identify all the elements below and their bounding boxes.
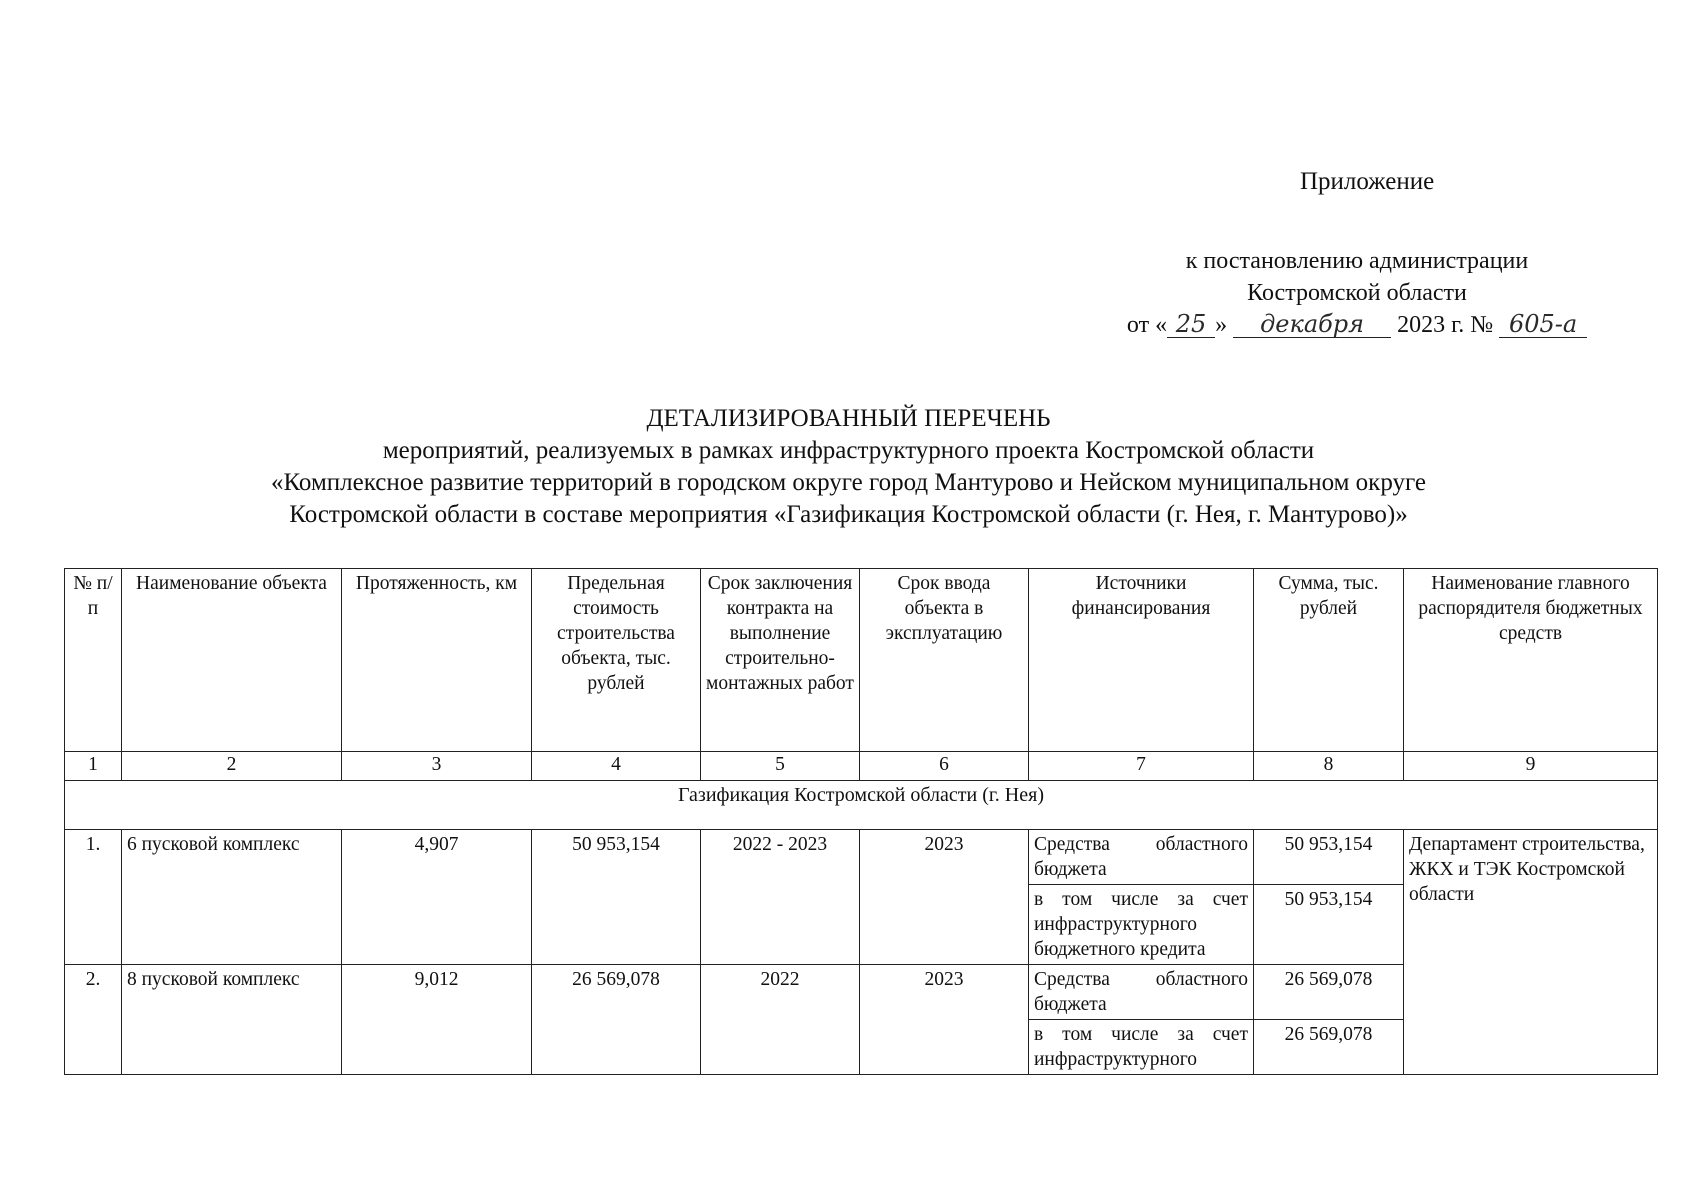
object-cost: 50 953,154 (532, 830, 701, 965)
title-line-1: ДЕТАЛИЗИРОВАННЫЙ ПЕРЕЧЕНЬ (646, 405, 1051, 432)
column-number: 4 (532, 752, 701, 781)
funding-source: в том числе за счет инфраструктурного (1029, 1020, 1254, 1075)
decree-date-line (1077, 309, 1637, 341)
commission-term: 2023 (860, 965, 1029, 1075)
column-number: 3 (342, 752, 532, 781)
decree-line-2: Костромской области (1247, 280, 1467, 306)
funding-sum: 50 953,154 (1254, 830, 1404, 885)
object-cost: 26 569,078 (532, 965, 701, 1075)
title-line-4: Костромской области в составе мероприятия «Газификация Костромской области (г. Нея, г. Мантурово)» (289, 501, 1408, 528)
header-cell: Срок ввода объекта в эксплуатацию (860, 569, 1029, 752)
column-number: 5 (701, 752, 860, 781)
document-title (0, 403, 1697, 531)
column-number: 9 (1404, 752, 1658, 781)
funding-sum: 26 569,078 (1254, 1020, 1404, 1075)
column-number: 2 (122, 752, 342, 781)
object-name: 6 пусковой комплекс (122, 830, 342, 965)
funding-source: Средства областного бюджета (1029, 830, 1254, 885)
header-cell: № п/п (65, 569, 122, 752)
date-day-handwritten: 25 (1167, 311, 1215, 338)
date-mid: » (1215, 312, 1228, 338)
date-year: 2023 г. № (1397, 312, 1494, 338)
header-cell: Сумма, тыс. рублей (1254, 569, 1404, 752)
date-prefix: от « (1126, 312, 1168, 338)
funding-sum: 50 953,154 (1254, 885, 1404, 965)
header-cell: Протяженность, км (342, 569, 532, 752)
column-number: 7 (1029, 752, 1254, 781)
date-month-handwritten: декабря (1233, 311, 1391, 338)
funding-sum: 26 569,078 (1254, 965, 1404, 1020)
object-length: 4,907 (342, 830, 532, 965)
section-row (65, 781, 1658, 830)
commission-term: 2023 (860, 830, 1029, 965)
header-cell: Источники финансирования (1029, 569, 1254, 752)
decree-line-1: к постановлению администрации (1185, 248, 1529, 274)
column-number-row (65, 752, 1658, 781)
title-line-2: мероприятий, реализуемых в рамках инфраструктурного проекта Костромской области (382, 437, 1315, 464)
header-row (65, 569, 1658, 752)
funding-source: в том числе за счет инфраструктурного бюджетного кредита (1029, 885, 1254, 965)
column-number: 6 (860, 752, 1029, 781)
header-cell: Предельная стоимость строительства объекта, тыс. рублей (532, 569, 701, 752)
measures-table (64, 568, 1658, 1075)
budget-manager: Департамент строительства, ЖКХ и ТЭК Костромской области (1404, 830, 1658, 1075)
header-cell: Срок заключения контракта на выполнение строительно-монтажных работ (701, 569, 860, 752)
object-name: 8 пусковой комплекс (122, 965, 342, 1075)
contract-term: 2022 - 2023 (701, 830, 860, 965)
appendix-label: Приложение (1300, 168, 1435, 195)
contract-term: 2022 (701, 965, 860, 1075)
decree-number-handwritten: 605-а (1499, 311, 1587, 338)
row-number: 1. (65, 830, 122, 965)
header-cell: Наименование объекта (122, 569, 342, 752)
decree-reference (1077, 245, 1637, 341)
title-line-3: «Комплексное развитие территорий в городском округе город Мантурово и Нейском муниципальном округе (270, 469, 1427, 496)
table-row (65, 830, 1658, 885)
column-number: 1 (65, 752, 122, 781)
header-cell: Наименование главного распорядителя бюджетных средств (1404, 569, 1658, 752)
row-number: 2. (65, 965, 122, 1075)
column-number: 8 (1254, 752, 1404, 781)
section-title: Газификация Костромской области (г. Нея) (65, 781, 1658, 830)
object-length: 9,012 (342, 965, 532, 1075)
funding-source: Средства областного бюджета (1029, 965, 1254, 1020)
